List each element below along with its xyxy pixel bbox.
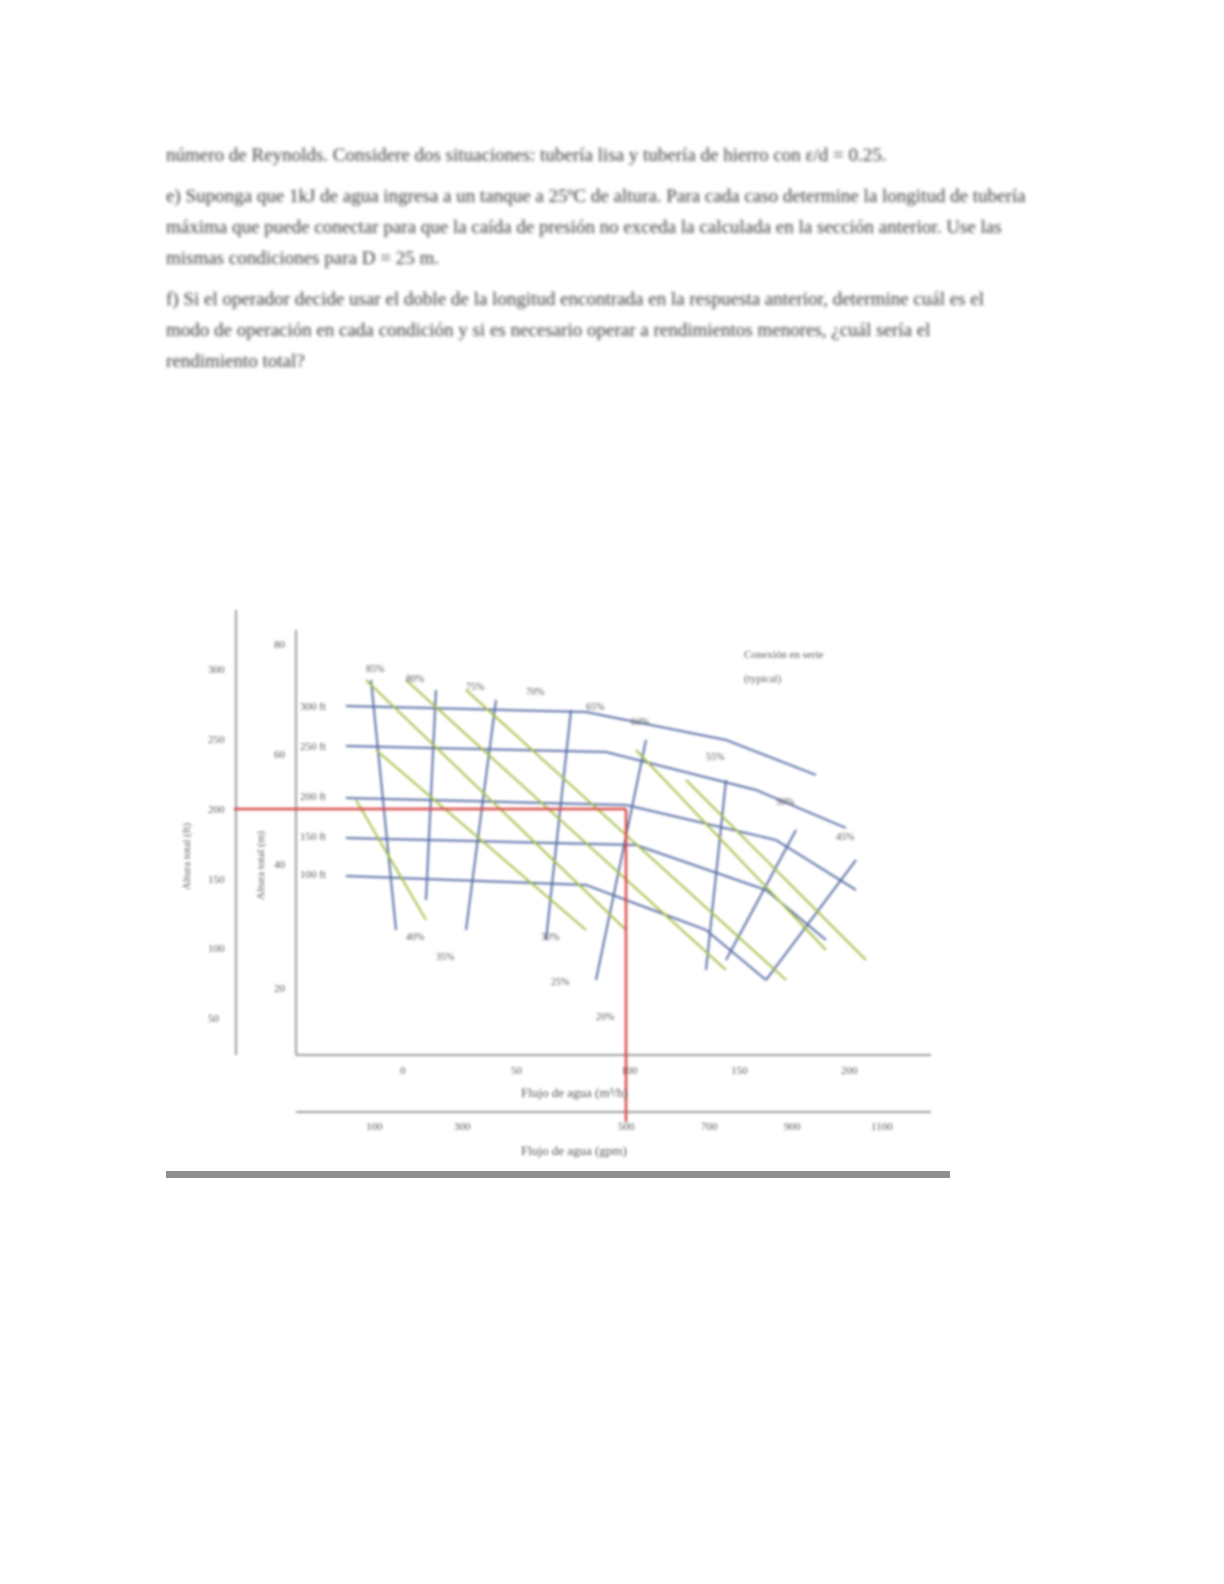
head-label: 100 ft xyxy=(300,869,326,881)
blue-line xyxy=(346,706,816,775)
blue-line xyxy=(371,680,396,930)
blue-line xyxy=(766,860,856,980)
x2-tick: 500 xyxy=(618,1121,635,1133)
green-line-group xyxy=(356,680,866,980)
curve-label: 85% xyxy=(366,664,385,675)
curve-label: 35% xyxy=(436,952,455,963)
head-labels xyxy=(300,701,326,881)
left-axis-ticks xyxy=(208,664,225,1025)
x1-tick: 0 xyxy=(400,1065,406,1077)
curve-label: 55% xyxy=(706,752,725,763)
x2-axis-ticks xyxy=(366,1121,893,1133)
inner-tick: 60 xyxy=(274,749,285,761)
paragraph-e: e) Suponga que 1kJ de agua ingresa a un tanque a 25ºC de altura. Para cada caso determine la longitud de tubería máxima que puede conectar para que la caída de presión no exceda la calculada en la sección anterior. Use las mismas condiciones para D = 25 m. xyxy=(166,186,1026,269)
inner-axis-ticks xyxy=(274,639,286,995)
left-tick: 50 xyxy=(208,1013,219,1025)
curve-label: 20% xyxy=(596,1012,615,1023)
left-tick: 150 xyxy=(208,874,225,886)
curve-label: 50% xyxy=(776,797,795,808)
left-tick: 300 xyxy=(208,664,225,676)
left-axis-label: Altura total (ft) xyxy=(181,822,193,890)
paragraph-f: f) Si el operador decide usar el doble de la longitud encontrada en la respuesta anterior, determine cuál es el modo de operación en cada condición y si es necesario operar a rendimientos menores, ¿cuál sería el rendimiento total? xyxy=(166,289,985,372)
paragraph-intro: número de Reynolds. Considere dos situaciones: tubería lisa y tubería de hierro con ε/d = 0.25. xyxy=(166,145,887,166)
green-line xyxy=(356,800,426,920)
curve-label: 65% xyxy=(586,702,605,713)
x2-tick: 100 xyxy=(366,1121,383,1133)
head-label: 150 ft xyxy=(300,831,326,843)
legend-line-1: Conexión en serie xyxy=(744,649,824,661)
pump-performance-figure xyxy=(166,600,952,1182)
x1-tick: 100 xyxy=(621,1065,638,1077)
left-tick: 100 xyxy=(208,943,225,955)
blue-line xyxy=(346,838,826,940)
inner-tick: 40 xyxy=(274,859,285,871)
curve-label: 40% xyxy=(406,932,425,943)
head-label: 250 ft xyxy=(300,741,326,753)
left-tick: 200 xyxy=(208,804,225,816)
figure-bottom-rule xyxy=(166,1171,950,1178)
curve-label: 25% xyxy=(551,977,570,988)
curve-label: 30% xyxy=(541,932,560,943)
curve-label: 70% xyxy=(526,687,545,698)
x1-tick: 50 xyxy=(511,1065,522,1077)
head-label: 300 ft xyxy=(300,701,326,713)
left-tick: 250 xyxy=(208,734,225,746)
blue-line xyxy=(466,700,496,930)
green-line xyxy=(636,750,826,950)
curve-label: 60% xyxy=(631,717,650,728)
x2-tick: 700 xyxy=(701,1121,718,1133)
legend-line-2: (typical) xyxy=(744,673,782,685)
x2-tick: 300 xyxy=(454,1121,471,1133)
x1-tick: 200 xyxy=(841,1065,858,1077)
inner-tick: 20 xyxy=(274,983,285,995)
curve-label: 80% xyxy=(406,674,425,685)
curve-label: 45% xyxy=(836,832,855,843)
document-body xyxy=(166,140,1026,387)
inner-axis-label: Altura total (m) xyxy=(255,830,267,900)
head-label: 200 ft xyxy=(300,791,326,803)
x1-axis-label: Flujo de agua (m³/h) xyxy=(521,1085,628,1100)
x2-tick: 1100 xyxy=(871,1121,893,1133)
green-line xyxy=(406,680,726,970)
blue-line xyxy=(726,830,796,960)
x1-tick: 150 xyxy=(731,1065,748,1077)
curve-label: 75% xyxy=(466,682,485,693)
x2-tick: 900 xyxy=(784,1121,801,1133)
x2-axis-label: Flujo de agua (gpm) xyxy=(521,1143,627,1158)
inner-tick: 80 xyxy=(274,639,285,651)
x1-axis-ticks xyxy=(400,1065,858,1077)
